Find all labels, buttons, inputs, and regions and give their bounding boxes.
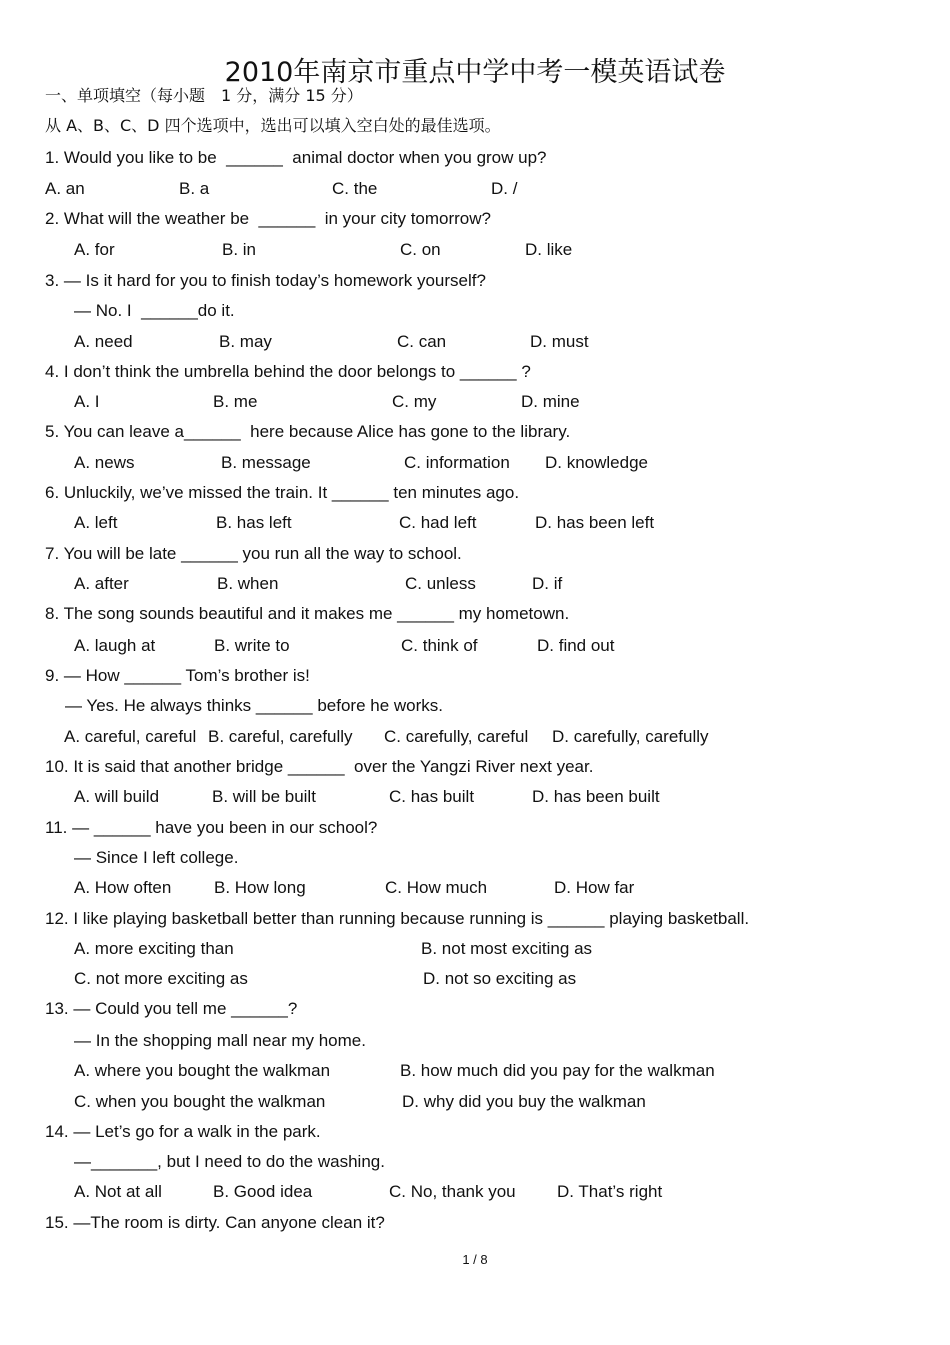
q10-option-b: B. will be built bbox=[212, 787, 316, 806]
q4-option-a: A. I bbox=[74, 392, 100, 411]
q12-option-d: D. not so exciting as bbox=[423, 969, 577, 988]
q12-option-c: C. not more exciting as bbox=[74, 969, 248, 988]
q5-option-a: A. news bbox=[74, 453, 135, 472]
q7-option-d: D. if bbox=[532, 574, 563, 593]
q3-option-b: B. may bbox=[219, 332, 272, 351]
q3-option-a: A. need bbox=[74, 332, 133, 351]
q8-option-c: C. think of bbox=[401, 636, 478, 655]
question-11: 11. — ______ have you been in our school? bbox=[45, 818, 378, 837]
q8-option-a: A. laugh at bbox=[74, 636, 156, 655]
q11-option-c: C. How much bbox=[385, 878, 488, 897]
q13-option-d: D. why did you buy the walkman bbox=[402, 1092, 646, 1111]
question-6: 6. Unluckily, we’ve missed the train. It ______ ten minutes ago. bbox=[45, 483, 520, 502]
exam-title: 2010年南京市重点中学中考一模英语试卷 bbox=[224, 57, 726, 88]
q12-option-a: A. more exciting than bbox=[74, 939, 234, 958]
q4-option-b: B. me bbox=[213, 392, 258, 411]
q11-option-a: A. How often bbox=[74, 878, 172, 897]
q1-option-b: B. a bbox=[179, 179, 210, 198]
q11-option-b: B. How long bbox=[214, 878, 306, 897]
q14-option-a: A. Not at all bbox=[74, 1182, 162, 1201]
q2-option-b: B. in bbox=[222, 240, 257, 259]
question-11-reply: — Since I left college. bbox=[74, 848, 239, 867]
section-heading: 一、单项填空（每小题 1 分，满分 15 分） bbox=[45, 86, 363, 105]
q7-option-a: A. after bbox=[74, 574, 129, 593]
q4-option-d: D. mine bbox=[521, 392, 580, 411]
q8-option-d: D. find out bbox=[537, 636, 615, 655]
q1-option-c: C. the bbox=[332, 179, 378, 198]
question-4: 4. I don’t think the umbrella behind the door belongs to ______ ? bbox=[45, 362, 531, 381]
q13-option-c: C. when you bought the walkman bbox=[74, 1092, 326, 1111]
question-13-reply: — In the shopping mall near my home. bbox=[74, 1031, 366, 1050]
q5-option-c: C. information bbox=[404, 453, 510, 472]
question-3-reply: — No. I ______do it. bbox=[74, 301, 235, 320]
q1-option-d: D. / bbox=[491, 179, 518, 198]
q6-option-a: A. left bbox=[74, 513, 118, 532]
q9-option-a: A. careful, careful bbox=[64, 727, 197, 746]
q9-option-d: D. carefully, carefully bbox=[552, 727, 709, 746]
q9-option-c: C. carefully, careful bbox=[384, 727, 529, 746]
question-9-reply: — Yes. He always thinks ______ before he works. bbox=[65, 696, 443, 715]
q8-option-b: B. write to bbox=[214, 636, 290, 655]
page-number: 1 / 8 bbox=[462, 1252, 488, 1267]
q10-option-c: C. has built bbox=[389, 787, 475, 806]
question-3: 3. — Is it hard for you to finish today’s homework yourself? bbox=[45, 271, 486, 290]
q14-option-d: D. That’s right bbox=[557, 1182, 663, 1201]
q4-option-c: C. my bbox=[392, 392, 437, 411]
q12-option-b: B. not most exciting as bbox=[421, 939, 593, 958]
q10-option-d: D. has been built bbox=[532, 787, 660, 806]
q3-option-c: C. can bbox=[397, 332, 447, 351]
q2-option-d: D. like bbox=[525, 240, 573, 259]
q6-option-c: C. had left bbox=[399, 513, 477, 532]
question-13: 13. — Could you tell me ______? bbox=[45, 999, 298, 1018]
q14-option-c: C. No, thank you bbox=[389, 1182, 516, 1201]
question-8: 8. The song sounds beautiful and it makes me ______ my hometown. bbox=[45, 604, 570, 623]
q1-option-a: A. an bbox=[45, 179, 85, 198]
q10-option-a: A. will build bbox=[74, 787, 160, 806]
question-14-reply: —_______, but I need to do the washing. bbox=[74, 1152, 385, 1171]
question-5: 5. You can leave a______ here because Alice has gone to the library. bbox=[45, 422, 571, 441]
question-7: 7. You will be late ______ you run all the way to school. bbox=[45, 544, 462, 563]
q6-option-d: D. has been left bbox=[535, 513, 655, 532]
q3-option-d: D. must bbox=[530, 332, 589, 351]
q2-option-a: A. for bbox=[74, 240, 115, 259]
question-12: 12. I like playing basketball better than running because running is ______ playing basketball. bbox=[45, 909, 750, 928]
q9-option-b: B. careful, carefully bbox=[208, 727, 353, 746]
q7-option-c: C. unless bbox=[405, 574, 476, 593]
question-15: 15. —The room is dirty. Can anyone clean it? bbox=[45, 1213, 385, 1232]
q14-option-b: B. Good idea bbox=[213, 1182, 313, 1201]
question-14: 14. — Let’s go for a walk in the park. bbox=[45, 1122, 321, 1141]
q5-option-d: D. knowledge bbox=[545, 453, 649, 472]
q7-option-b: B. when bbox=[217, 574, 279, 593]
q13-option-b: B. how much did you pay for the walkman bbox=[400, 1061, 715, 1080]
q11-option-d: D. How far bbox=[554, 878, 635, 897]
question-2: 2. What will the weather be ______ in your city tomorrow? bbox=[45, 209, 491, 228]
q6-option-b: B. has left bbox=[216, 513, 292, 532]
q5-option-b: B. message bbox=[221, 453, 311, 472]
question-1: 1. Would you like to be ______ animal doctor when you grow up? bbox=[45, 148, 547, 167]
question-9: 9. — How ______ Tom’s brother is! bbox=[45, 666, 310, 685]
q2-option-c: C. on bbox=[400, 240, 441, 259]
q13-option-a: A. where you bought the walkman bbox=[74, 1061, 331, 1080]
instruction: 从 A、B、C、D 四个选项中，选出可以填入空白处的最佳选项。 bbox=[45, 116, 501, 135]
question-10: 10. It is said that another bridge ______ over the Yangzi River next year. bbox=[45, 757, 594, 776]
